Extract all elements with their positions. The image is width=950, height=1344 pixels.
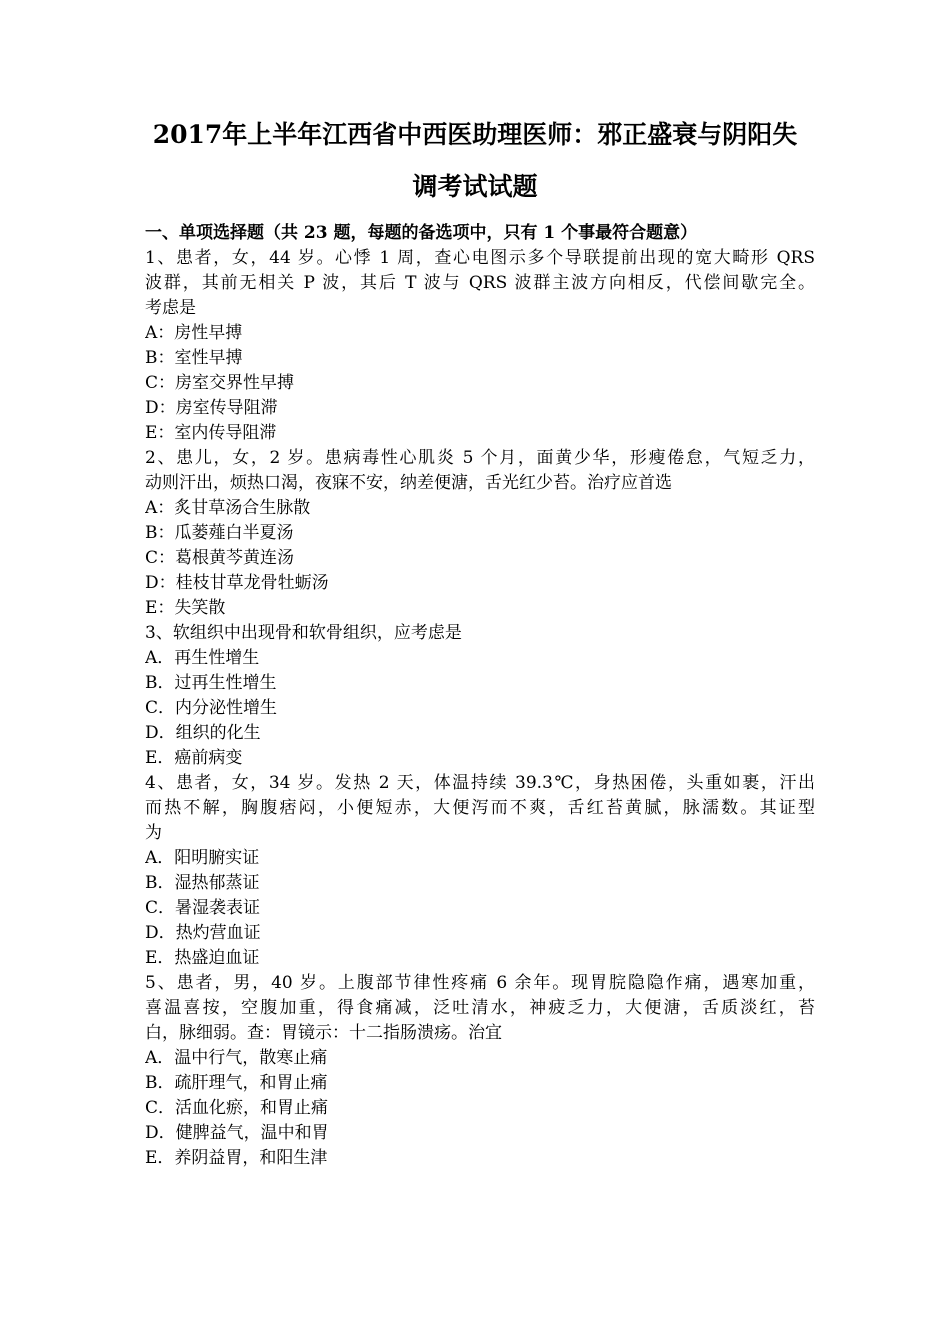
question-stem-line: 3、软组织中出现骨和软骨组织，应考虑是 [145,623,462,643]
question-stem-line: 波群，其前无相关 P 波，其后 T 波与 QRS 波群主波方向相反，代偿间歇完全。 [145,273,815,293]
question-stem-line: 5、患者，男，40 岁。上腹部节律性疼痛 6 余年。现胃脘隐隐作痛，遇寒加重， [145,973,815,993]
answer-option: B：室性早搏 [145,348,243,368]
question-stem-line: 白，脉细弱。查：胃镜示：十二指肠溃疡。治宜 [145,1023,502,1043]
answer-option: C．暑湿袭表证 [145,898,261,918]
answer-option: B．过再生性增生 [145,673,277,693]
answer-option: D．健脾益气，温中和胃 [145,1123,329,1143]
question-5 [145,971,815,1171]
answer-option: E．热盛迫血证 [145,948,260,968]
answer-option: A．再生性增生 [145,648,260,668]
answer-option: C：房室交界性早搏 [145,373,295,393]
question-stem-line: 1、患者，女，44 岁。心悸 1 周，查心电图示多个导联提前出现的宽大畸形 QRS [145,248,815,268]
question-4 [145,771,815,971]
answer-option: E．养阴益胃，和阳生津 [145,1148,328,1168]
question-stem-line: 喜温喜按，空腹加重，得食痛减，泛吐清水，神疲乏力，大便溏，舌质淡红，苔 [145,998,815,1018]
document-body [145,221,815,1171]
answer-option: B：瓜蒌薤白半夏汤 [145,523,294,543]
question-stem-line: 4、患者，女，34 岁。发热 2 天，体温持续 39.3℃，身热困倦，头重如裹，汗出 [145,773,815,793]
answer-option: C．内分泌性增生 [145,698,278,718]
answer-option: A：炙甘草汤合生脉散 [145,498,311,518]
section-heading: 一、单项选择题（共 23 题，每题的备选项中，只有 1 个事最符合题意） [145,223,698,243]
answer-option: A．温中行气，散寒止痛 [145,1048,328,1068]
answer-option: D．组织的化生 [145,723,261,743]
question-stem-line: 动则汗出，烦热口渴，夜寐不安，纳差便溏，舌光红少苔。治疗应首选 [145,473,672,493]
question-2 [145,446,815,621]
answer-option: C：葛根黄芩黄连汤 [145,548,295,568]
answer-option: C．活血化瘀，和胃止痛 [145,1098,329,1118]
answer-option: D：房室传导阻滞 [145,398,278,418]
answer-option: B．疏肝理气，和胃止痛 [145,1073,328,1093]
question-stem-line: 2、患儿，女，2 岁。患病毒性心肌炎 5 个月，面黄少华，形瘦倦怠，气短乏力， [145,448,815,468]
answer-option: B．湿热郁蒸证 [145,873,260,893]
answer-option: D．热灼营血证 [145,923,261,943]
question-3 [145,621,815,771]
document-title-line-1: 2017年上半年江西省中西医助理医师：邪正盛衰与阴阳失 [152,120,798,149]
answer-option: A：房性早搏 [145,323,243,343]
question-stem-line: 为 [145,823,162,843]
question-stem-line: 考虑是 [145,298,196,318]
answer-option: D：桂枝甘草龙骨牡蛎汤 [145,573,329,593]
answer-option: A．阳明腑实证 [145,848,260,868]
question-stem-line: 而热不解，胸腹痞闷，小便短赤，大便泻而不爽，舌红苔黄腻，脉濡数。其证型 [145,798,815,818]
question-1 [145,246,815,446]
document-title-line-2: 调考试试题 [412,172,538,201]
answer-option: E：室内传导阻滞 [145,423,277,443]
answer-option: E．癌前病变 [145,748,243,768]
answer-option: E：失笑散 [145,598,226,618]
